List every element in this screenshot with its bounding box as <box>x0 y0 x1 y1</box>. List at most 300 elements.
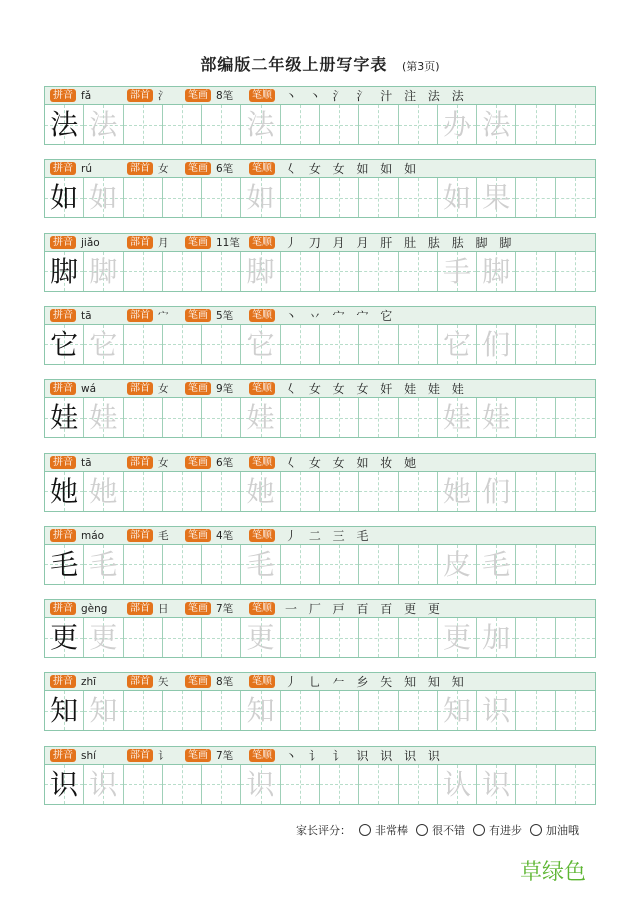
practice-cell <box>438 178 477 217</box>
practice-cell <box>320 472 359 511</box>
radical-value: 女 <box>158 456 169 469</box>
trace-character: 识 <box>482 767 511 801</box>
practice-cell <box>84 105 123 144</box>
practice-cell <box>124 472 163 511</box>
practice-grid <box>44 252 596 292</box>
practice-cell <box>124 105 163 144</box>
practice-cell <box>202 691 241 730</box>
practice-cell <box>399 398 438 437</box>
pinyin-tag: 拼音 <box>50 675 76 688</box>
model-character: 她 <box>50 474 79 508</box>
radical-tag: 部首 <box>127 236 153 249</box>
trace-character: 娃 <box>442 401 471 435</box>
trace-character: 更 <box>246 621 275 655</box>
practice-cell <box>438 545 477 584</box>
practice-cell <box>281 325 320 364</box>
order-tag: 笔顺 <box>249 456 275 469</box>
practice-cell <box>516 398 555 437</box>
model-character: 脚 <box>50 254 79 288</box>
practice-cell <box>477 325 516 364</box>
row-header <box>44 453 596 472</box>
pinyin-tag: 拼音 <box>50 382 76 395</box>
trace-character: 娃 <box>89 401 118 435</box>
stroke-order: 丶 丶 氵 氵 汁 注 法 法 <box>285 89 468 103</box>
practice-cell <box>516 178 555 217</box>
practice-cell <box>438 252 477 291</box>
practice-cell <box>241 765 280 804</box>
char-row <box>44 233 596 292</box>
rating-option-2: 很不错 <box>432 824 465 837</box>
trace-character: 们 <box>482 474 511 508</box>
practice-cell <box>163 618 202 657</box>
title-text: 部编版二年级上册写字表 <box>200 55 388 74</box>
practice-grid <box>44 618 596 658</box>
count-tag: 笔画 <box>185 382 211 395</box>
practice-cell <box>359 398 398 437</box>
model-character: 更 <box>50 621 79 655</box>
order-tag: 笔顺 <box>249 749 275 762</box>
practice-cell <box>477 252 516 291</box>
practice-cell <box>202 398 241 437</box>
practice-cell <box>320 178 359 217</box>
trace-character: 法 <box>246 108 275 141</box>
order-tag: 笔顺 <box>249 162 275 175</box>
trace-character: 手 <box>442 254 471 288</box>
trace-character: 如 <box>246 181 275 215</box>
count-value: 4笔 <box>216 529 234 542</box>
practice-cell <box>84 618 123 657</box>
practice-cell <box>163 252 202 291</box>
trace-character: 果 <box>482 181 511 215</box>
practice-cell <box>202 545 241 584</box>
count-value: 6笔 <box>216 456 234 469</box>
pinyin-value: máo <box>81 529 105 542</box>
count-tag: 笔画 <box>185 162 211 175</box>
practice-cell <box>477 691 516 730</box>
row-header <box>44 159 596 178</box>
practice-cell <box>320 618 359 657</box>
trace-character: 如 <box>89 181 118 215</box>
rating-radio-1[interactable] <box>359 824 371 836</box>
practice-grid <box>44 765 596 805</box>
trace-character: 知 <box>246 694 275 728</box>
practice-cell <box>281 618 320 657</box>
pinyin-value: gèng <box>81 603 108 616</box>
radical-value: 矢 <box>158 676 169 689</box>
practice-cell <box>281 472 320 511</box>
practice-cell <box>516 325 555 364</box>
practice-cell <box>556 105 595 144</box>
stroke-order: 𡿨 女 女 女 奸 娃 娃 娃 <box>285 382 468 397</box>
practice-cell <box>84 398 123 437</box>
pinyin-tag: 拼音 <box>50 529 76 542</box>
count-tag: 笔画 <box>185 749 211 762</box>
pinyin-value: zhī <box>81 676 97 689</box>
trace-character: 它 <box>89 327 118 361</box>
practice-cell <box>163 105 202 144</box>
rating-radio-4[interactable] <box>530 824 542 836</box>
stroke-order: 丿 刀 月 月 肝 肚 胠 胠 脚 脚 <box>285 235 516 250</box>
count-value: 11笔 <box>216 236 240 249</box>
practice-cell <box>477 545 516 584</box>
row-header <box>44 379 596 398</box>
practice-cell <box>163 472 202 511</box>
pinyin-value: rú <box>81 163 92 176</box>
row-header <box>44 306 596 325</box>
char-row <box>44 453 596 512</box>
practice-cell <box>241 325 280 364</box>
practice-cell <box>516 765 555 804</box>
practice-cell <box>399 472 438 511</box>
radical-tag: 部首 <box>127 529 153 542</box>
practice-cell <box>477 398 516 437</box>
practice-cell <box>163 765 202 804</box>
row-header <box>44 233 596 252</box>
pinyin-tag: 拼音 <box>50 309 76 322</box>
trace-character: 加 <box>482 621 511 655</box>
practice-cell <box>399 325 438 364</box>
practice-cell <box>359 325 398 364</box>
practice-cell <box>320 105 359 144</box>
practice-cell <box>241 545 280 584</box>
practice-grid <box>44 178 596 218</box>
rating-radio-3[interactable] <box>473 824 485 836</box>
rating-radio-2[interactable] <box>416 824 428 836</box>
model-character: 识 <box>50 767 79 801</box>
stroke-order: 丶 讠 讠 识 识 识 识 <box>285 748 444 763</box>
practice-cell <box>477 765 516 804</box>
pinyin-value: tā <box>81 309 92 322</box>
rating-label: 家长评分： <box>296 824 351 837</box>
char-row <box>44 672 596 731</box>
practice-cell <box>281 765 320 804</box>
radical-tag: 部首 <box>127 309 153 322</box>
practice-cell <box>399 545 438 584</box>
count-value: 8笔 <box>216 676 234 689</box>
practice-cell <box>438 618 477 657</box>
practice-cell <box>163 691 202 730</box>
count-value: 7笔 <box>216 749 234 762</box>
practice-cell <box>556 691 595 730</box>
practice-cell <box>399 252 438 291</box>
trace-character: 知 <box>442 694 471 728</box>
practice-cell <box>516 252 555 291</box>
trace-character: 她 <box>442 474 471 508</box>
practice-cell <box>202 472 241 511</box>
radical-value: 女 <box>158 163 169 176</box>
practice-cell <box>281 252 320 291</box>
practice-cell <box>516 691 555 730</box>
count-value: 6笔 <box>216 163 234 176</box>
char-row <box>44 379 596 438</box>
trace-character: 毛 <box>246 547 275 581</box>
radical-tag: 部首 <box>127 89 153 102</box>
stroke-order: 𡿨 女 女 如 妆 她 <box>285 455 421 470</box>
practice-cell <box>202 765 241 804</box>
practice-cell <box>556 325 595 364</box>
practice-cell <box>163 178 202 217</box>
count-value: 8笔 <box>216 90 234 102</box>
practice-grid <box>44 105 596 145</box>
practice-cell <box>320 398 359 437</box>
trace-character: 办 <box>442 108 471 141</box>
count-value: 5笔 <box>216 309 234 322</box>
count-tag: 笔画 <box>185 675 211 688</box>
practice-cell <box>438 472 477 511</box>
pinyin-tag: 拼音 <box>50 89 76 102</box>
stroke-order: 𡿨 女 女 如 如 如 <box>285 162 421 177</box>
trace-character: 更 <box>89 621 118 655</box>
practice-cell <box>45 765 84 804</box>
practice-cell <box>202 178 241 217</box>
order-tag: 笔顺 <box>249 529 275 542</box>
practice-cell <box>281 691 320 730</box>
rating-option-4: 加油哦 <box>546 824 579 837</box>
practice-cell <box>202 618 241 657</box>
model-character: 知 <box>50 694 79 728</box>
brand-mark: 草绿色 <box>520 860 587 885</box>
pinyin-value: shí <box>81 749 97 762</box>
practice-cell <box>516 618 555 657</box>
practice-cell <box>399 105 438 144</box>
count-tag: 笔画 <box>185 456 211 469</box>
order-tag: 笔顺 <box>249 675 275 688</box>
practice-cell <box>399 691 438 730</box>
practice-cell <box>45 325 84 364</box>
trace-character: 法 <box>89 108 118 141</box>
radical-value: 讠 <box>158 749 169 762</box>
trace-character: 识 <box>89 767 118 801</box>
practice-cell <box>241 618 280 657</box>
practice-cell <box>399 178 438 217</box>
practice-cell <box>359 691 398 730</box>
practice-cell <box>556 618 595 657</box>
radical-value: 女 <box>158 383 169 396</box>
rating-option-1: 非常棒 <box>375 824 408 837</box>
rating-option-3: 有进步 <box>489 824 522 837</box>
practice-cell <box>516 105 555 144</box>
model-character: 毛 <box>50 547 79 581</box>
trace-character: 识 <box>246 767 275 801</box>
count-tag: 笔画 <box>185 529 211 542</box>
row-header <box>44 746 596 765</box>
row-header <box>44 672 596 691</box>
practice-cell <box>281 398 320 437</box>
practice-cell <box>45 252 84 291</box>
trace-character: 它 <box>246 327 275 361</box>
practice-cell <box>84 252 123 291</box>
practice-cell <box>359 105 398 144</box>
practice-cell <box>556 178 595 217</box>
practice-cell <box>281 105 320 144</box>
practice-cell <box>124 691 163 730</box>
parent-rating <box>296 822 579 838</box>
radical-value: 氵 <box>158 90 169 102</box>
practice-cell <box>163 398 202 437</box>
practice-cell <box>45 105 84 144</box>
practice-grid <box>44 398 596 438</box>
row-header <box>44 526 596 545</box>
practice-cell <box>124 398 163 437</box>
practice-cell <box>163 545 202 584</box>
radical-tag: 部首 <box>127 675 153 688</box>
radical-value: 毛 <box>158 529 169 542</box>
page-label: (第3页) <box>402 60 440 73</box>
practice-cell <box>124 252 163 291</box>
practice-cell <box>359 472 398 511</box>
practice-cell <box>202 325 241 364</box>
trace-character: 知 <box>89 694 118 728</box>
count-tag: 笔画 <box>185 89 211 102</box>
char-row <box>44 599 596 658</box>
char-row <box>44 86 596 145</box>
trace-character: 脚 <box>89 254 118 288</box>
order-tag: 笔顺 <box>249 382 275 395</box>
pinyin-tag: 拼音 <box>50 162 76 175</box>
order-tag: 笔顺 <box>249 602 275 615</box>
practice-cell <box>124 325 163 364</box>
practice-grid <box>44 691 596 731</box>
count-value: 9笔 <box>216 383 234 396</box>
practice-cell <box>438 105 477 144</box>
practice-cell <box>84 691 123 730</box>
trace-character: 皮 <box>442 547 471 581</box>
trace-character: 毛 <box>89 547 118 581</box>
row-header <box>44 599 596 618</box>
practice-cell <box>438 325 477 364</box>
trace-character: 法 <box>482 108 511 141</box>
char-row <box>44 526 596 585</box>
model-character: 法 <box>50 108 79 141</box>
practice-cell <box>84 325 123 364</box>
practice-grid <box>44 472 596 512</box>
trace-character: 识 <box>482 694 511 728</box>
radical-tag: 部首 <box>127 456 153 469</box>
order-tag: 笔顺 <box>249 236 275 249</box>
practice-cell <box>359 618 398 657</box>
stroke-order: 丶 丷 宀 宀 它 <box>285 308 397 323</box>
count-tag: 笔画 <box>185 309 211 322</box>
practice-cell <box>84 472 123 511</box>
model-character: 它 <box>50 327 79 361</box>
order-tag: 笔顺 <box>249 89 275 102</box>
practice-cell <box>359 178 398 217</box>
radical-tag: 部首 <box>127 162 153 175</box>
practice-cell <box>438 765 477 804</box>
practice-cell <box>241 691 280 730</box>
count-value: 7笔 <box>216 603 234 616</box>
pinyin-value: fǎ <box>81 90 92 102</box>
pinyin-tag: 拼音 <box>50 456 76 469</box>
practice-cell <box>438 691 477 730</box>
practice-cell <box>241 398 280 437</box>
pinyin-tag: 拼音 <box>50 749 76 762</box>
trace-character: 毛 <box>482 547 511 581</box>
practice-cell <box>84 178 123 217</box>
practice-cell <box>84 765 123 804</box>
row-header <box>44 86 596 105</box>
trace-character: 如 <box>442 181 471 215</box>
radical-value: 宀 <box>158 309 169 322</box>
practice-cell <box>359 252 398 291</box>
practice-cell <box>241 252 280 291</box>
model-character: 娃 <box>50 401 79 435</box>
practice-cell <box>241 472 280 511</box>
practice-cell <box>45 178 84 217</box>
practice-cell <box>320 765 359 804</box>
practice-cell <box>45 398 84 437</box>
pinyin-value: jiǎo <box>81 236 100 249</box>
trace-character: 它 <box>442 327 471 361</box>
practice-cell <box>359 765 398 804</box>
radical-value: 月 <box>158 236 169 249</box>
radical-value: 日 <box>158 603 169 616</box>
trace-character: 娃 <box>482 401 511 435</box>
trace-character: 认 <box>442 767 471 801</box>
practice-cell <box>556 398 595 437</box>
radical-tag: 部首 <box>127 602 153 615</box>
trace-character: 脚 <box>482 254 511 288</box>
trace-character: 她 <box>246 474 275 508</box>
pinyin-value: wá <box>81 383 97 396</box>
practice-cell <box>556 765 595 804</box>
practice-cell <box>399 618 438 657</box>
trace-character: 脚 <box>246 254 275 288</box>
practice-cell <box>556 545 595 584</box>
practice-cell <box>320 252 359 291</box>
practice-grid <box>44 325 596 365</box>
practice-cell <box>45 618 84 657</box>
pinyin-value: tā <box>81 456 92 469</box>
practice-cell <box>399 765 438 804</box>
order-tag: 笔顺 <box>249 309 275 322</box>
char-row <box>44 159 596 218</box>
practice-cell <box>241 178 280 217</box>
practice-grid <box>44 545 596 585</box>
trace-character: 们 <box>482 327 511 361</box>
practice-cell <box>202 105 241 144</box>
practice-cell <box>45 472 84 511</box>
practice-cell <box>438 398 477 437</box>
char-row <box>44 306 596 365</box>
practice-cell <box>320 325 359 364</box>
practice-cell <box>281 178 320 217</box>
char-row <box>44 746 596 805</box>
stroke-order: 丿 乚 𠂉 乡 矢 知 知 知 <box>285 675 468 690</box>
practice-cell <box>477 178 516 217</box>
model-character: 如 <box>50 181 79 215</box>
practice-cell <box>124 545 163 584</box>
pinyin-tag: 拼音 <box>50 602 76 615</box>
practice-cell <box>124 618 163 657</box>
radical-tag: 部首 <box>127 749 153 762</box>
stroke-order: 一 厂 戸 百 百 更 更 <box>285 602 444 617</box>
stroke-order: 丿 二 三 毛 <box>285 528 373 543</box>
trace-character: 她 <box>89 474 118 508</box>
practice-cell <box>241 105 280 144</box>
practice-cell <box>477 618 516 657</box>
practice-cell <box>45 545 84 584</box>
radical-tag: 部首 <box>127 382 153 395</box>
pinyin-tag: 拼音 <box>50 236 76 249</box>
practice-cell <box>516 545 555 584</box>
practice-cell <box>477 472 516 511</box>
practice-cell <box>516 472 555 511</box>
practice-cell <box>84 545 123 584</box>
count-tag: 笔画 <box>185 236 211 249</box>
practice-cell <box>359 545 398 584</box>
count-tag: 笔画 <box>185 602 211 615</box>
